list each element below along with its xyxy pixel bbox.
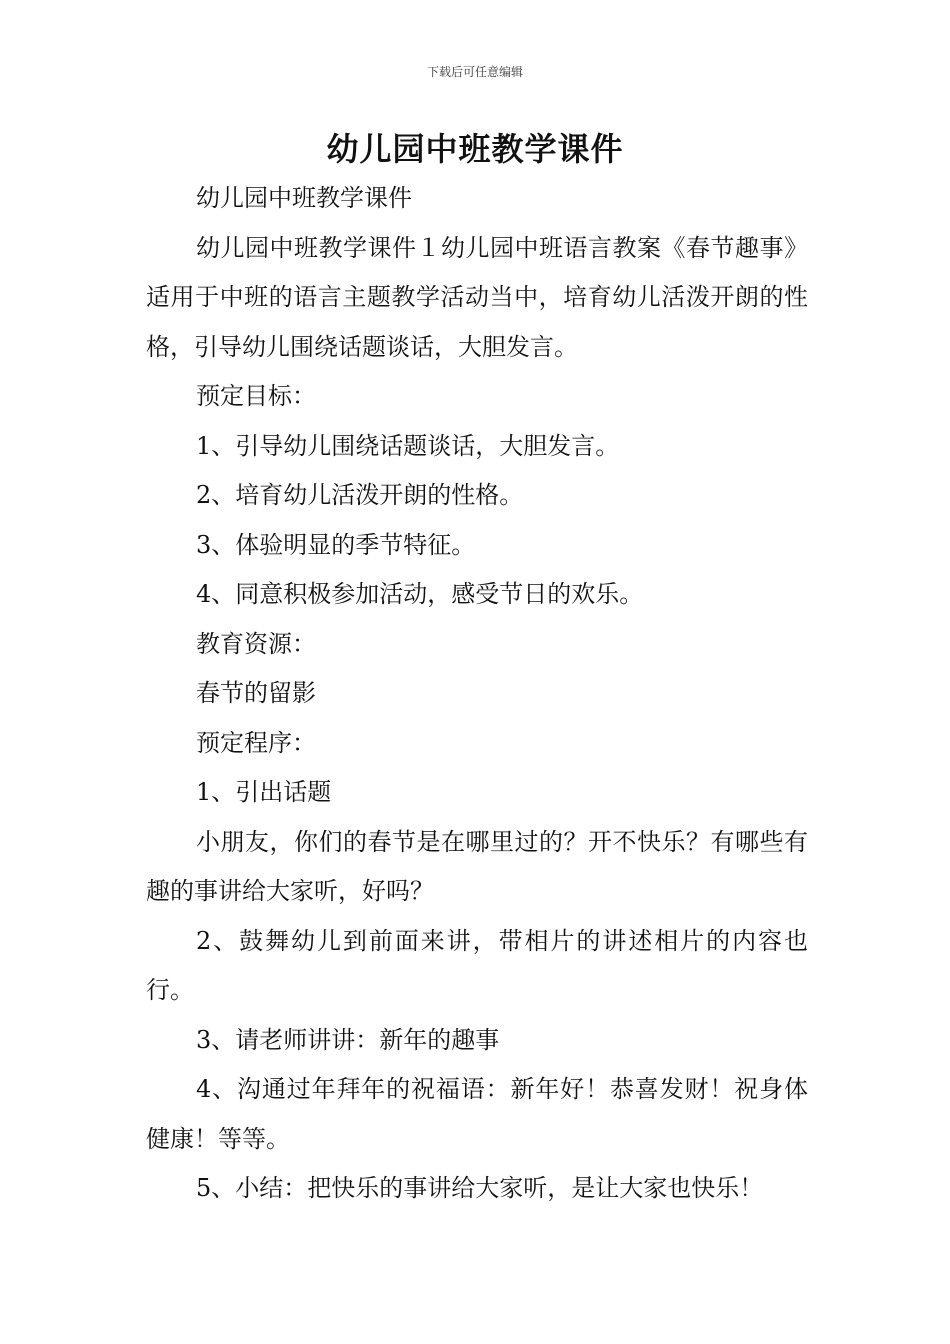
paragraph: 幼儿园中班教学课件 xyxy=(196,184,412,212)
document-body xyxy=(146,174,808,1214)
list-item: 1、引出话题 xyxy=(196,778,332,806)
list-item: 2、鼓舞幼儿到前面来讲，带相片的讲述相片的内容也行。 xyxy=(146,926,808,1004)
paragraph: 春节的留影 xyxy=(196,679,316,707)
paragraph: 教育资源： xyxy=(196,629,316,658)
paragraph: 小朋友，你们的春节是在哪里过的？开不快乐？有哪些有趣的事讲给大家听，好吗？ xyxy=(146,827,808,905)
list-item: 1、引导幼儿围绕话题谈话，大胆发言。 xyxy=(196,431,620,460)
list-item: 5、小结：把快乐的事讲给大家听，是让大家也快乐！ xyxy=(196,1174,764,1202)
header-note: 下载后可任意编辑 xyxy=(426,65,523,79)
list-item: 3、请老师讲讲：新年的趣事 xyxy=(196,1025,500,1054)
paragraph: 预定程序： xyxy=(196,728,316,757)
list-item: 2、培育幼儿活泼开朗的性格。 xyxy=(196,481,524,509)
list-item: 4、沟通过年拜年的祝福语：新年好！恭喜发财！祝身体健康！等等。 xyxy=(146,1075,808,1153)
list-item: 3、体验明显的季节特征。 xyxy=(196,530,476,559)
paragraph: 幼儿园中班教学课件１幼儿园中班语言教案《春节趣事》适用于中班的语言主题教学活动当中，培育幼儿活泼开朗的性格，引导幼儿围绕话题谈话，大胆发言。 xyxy=(146,233,808,361)
document-title: 幼儿园中班教学课件 xyxy=(326,130,624,168)
list-item: 4、同意积极参加活动，感受节日的欢乐。 xyxy=(196,580,644,608)
paragraph: 预定目标： xyxy=(196,382,316,410)
